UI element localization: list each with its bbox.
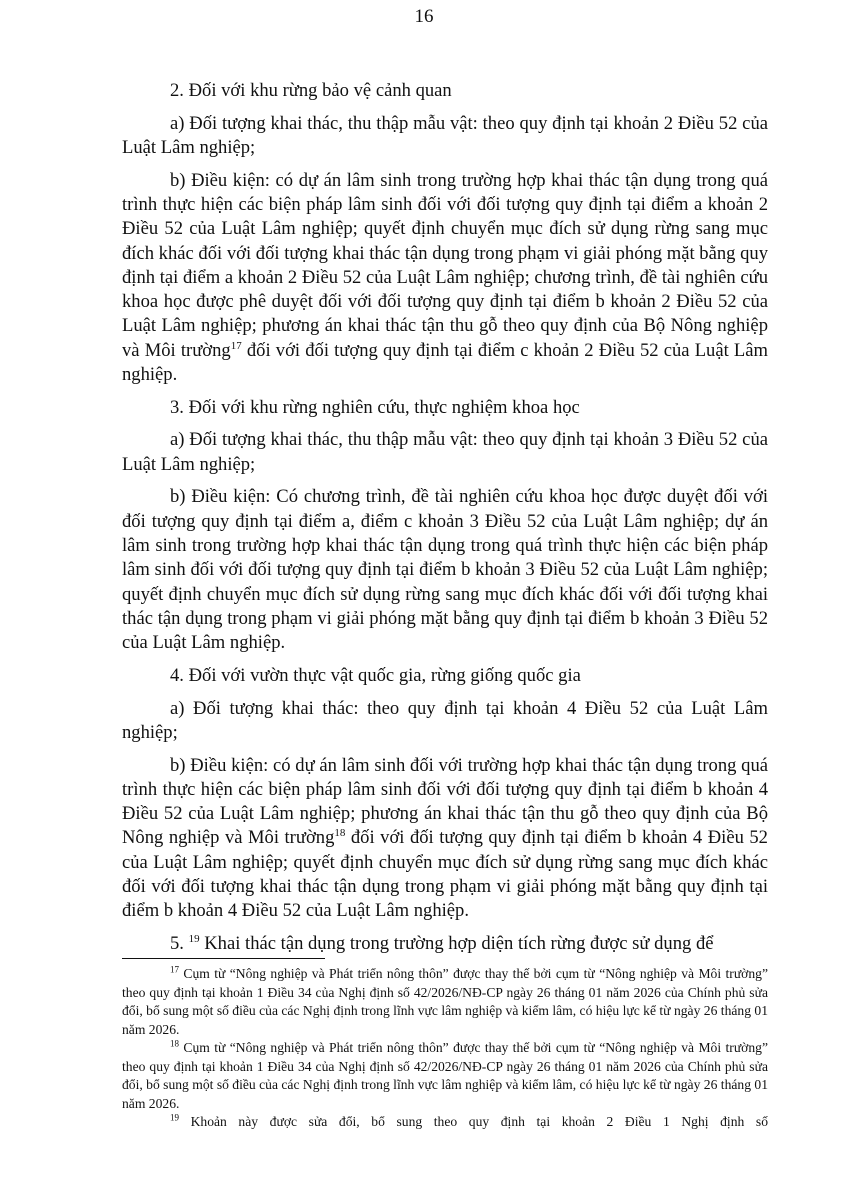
paragraph-2b: [122, 169, 768, 388]
section-heading-2: 2. Đối với khu rừng bảo vệ cảnh quan: [170, 80, 452, 101]
paragraph-text: đối với đối tượng quy định tại điểm c khoản 2 Điều 52 của Luật Lâm nghiệp.: [122, 339, 768, 386]
paragraph-3b: b) Điều kiện: Có chương trình, đề tài nghiên cứu khoa học được duyệt đối với đối tượng quy định tại điểm a, điểm c khoản 3 Điều 52 của Luật Lâm nghiệp; dự án lâm sinh trong trường hợp khai thác tận dụng trong quá trình thực hiện các biện pháp lâm sinh đối với đối tượng quy định tại điểm b khoản 3 Điều 52 của Luật Lâm nghiệp; quyết định chuyển mục đích sử dụng rừng sang mục đích khác đối với đối tượng khai thác tận dụng trong phạm vi giải phóng mặt bằng quy định tại điểm b khoản 3 Điều 52 của Luật Lâm nghiệp.: [122, 486, 768, 654]
footnote-18: [122, 1039, 768, 1113]
footnote-number: 17: [170, 964, 179, 975]
body-text: [122, 79, 768, 965]
footnote-separator: [122, 958, 325, 959]
footnote-text: Khoản này được sửa đổi, bổ sung theo quy định tại khoản 2 Điều 1 Nghị định số: [179, 1114, 768, 1129]
footnote-number: 18: [170, 1038, 179, 1049]
footnotes: [122, 965, 768, 1132]
paragraph-text: đối với đối tượng quy định tại điểm b khoản 4 Điều 52 của Luật Lâm nghiệp; quyết định chuyển mục đích sử dụng rừng sang mục đích khác đối với đối tượng khai thác tận dụng trong phạm vi giải phóng mặt bằng quy định tại điểm b khoản 4 Điều 52 của Luật Lâm nghiệp.: [122, 827, 768, 922]
paragraph-4a: a) Đối tượng khai thác: theo quy định tại khoản 4 Điều 52 của Luật Lâm nghiệp;: [122, 697, 768, 743]
paragraph-text: 5.: [170, 933, 189, 955]
page-number: 16: [414, 6, 434, 27]
section-heading-3: 3. Đối với khu rừng nghiên cứu, thực nghiệm khoa học: [170, 396, 580, 418]
paragraph-4b: [122, 754, 768, 924]
paragraph-2a: a) Đối tượng khai thác, thu thập mẫu vật: theo quy định tại khoản 2 Điều 52 của Luật Lâm nghiệp;: [122, 112, 768, 158]
paragraph-3a: a) Đối tượng khai thác, thu thập mẫu vật: theo quy định tại khoản 3 Điều 52 của Luật Lâm nghiệp;: [122, 429, 768, 475]
footnote-text: Cụm từ “Nông nghiệp và Phát triển nông thôn” được thay thế bởi cụm từ “Nông nghiệp và Môi trường” theo quy định tại khoản 1 Điều 34 của Nghị định số 42/2026/NĐ-CP ngày 26 tháng 01 năm 2026 của Chính phủ sửa đổi, bổ sung một số điều của các Nghị định trong lĩnh vực lâm nghiệp và kiểm lâm, có hiệu lực kể từ ngày 26 tháng 01 năm 2026.: [122, 966, 768, 1037]
section-heading-4: 4. Đối với vườn thực vật quốc gia, rừng giống quốc gia: [170, 664, 581, 686]
footnote-ref-17[interactable]: 17: [230, 339, 242, 352]
footnote-ref-18[interactable]: 18: [334, 827, 346, 840]
paragraph-5: [122, 932, 768, 956]
paragraph-text: b) Điều kiện: có dự án lâm sinh đối với trường hợp khai thác tận dụng trong quá trình thực hiện các biện pháp lâm sinh đối với đối tượng quy định tại điểm b khoản 4 Điều 52 của Luật Lâm nghiệp; phương án khai thác tận thu gỗ theo quy định của Bộ Nông nghiệp và Môi trường: [122, 754, 768, 849]
footnote-number: 19: [170, 1112, 179, 1123]
paragraph-text: Khai thác tận dụng trong trường hợp diện tích rừng được sử dụng để: [199, 933, 714, 955]
paragraph-text: b) Điều kiện: có dự án lâm sinh trong trường hợp khai thác tận dụng trong quá trình thực hiện các biện pháp lâm sinh đối với đối tượng quy định tại điểm a khoản 2 Điều 52 của Luật Lâm nghiệp; quyết định chuyển mục đích sử dụng rừng sang mục đích khác đối với đối tượng khai thác tận dụng trong phạm vi giải phóng mặt bằng quy định tại điểm a khoản 2 Điều 52 của Luật Lâm nghiệp; chương trình, đề tài nghiên cứu khoa học được phê duyệt đối với đối tượng quy định tại điểm b khoản 2 Điều 52 của Luật Lâm nghiệp; phương án khai thác tận thu gỗ theo quy định của Bộ Nông nghiệp và Môi trường: [122, 169, 768, 361]
footnote-17: [122, 965, 768, 1039]
footnote-ref-19[interactable]: 19: [188, 932, 200, 945]
footnote-text: Cụm từ “Nông nghiệp và Phát triển nông thôn” được thay thế bởi cụm từ “Nông nghiệp và Môi trường” theo quy định tại khoản 1 Điều 34 của Nghị định số 42/2026/NĐ-CP ngày 26 tháng 01 năm 2026 của Chính phủ sửa đổi, bổ sung một số điều của các Nghị định trong lĩnh vực lâm nghiệp và kiểm lâm, có hiệu lực kể từ ngày 26 tháng 01 năm 2026.: [122, 1040, 768, 1111]
footnote-19: [122, 1113, 768, 1132]
